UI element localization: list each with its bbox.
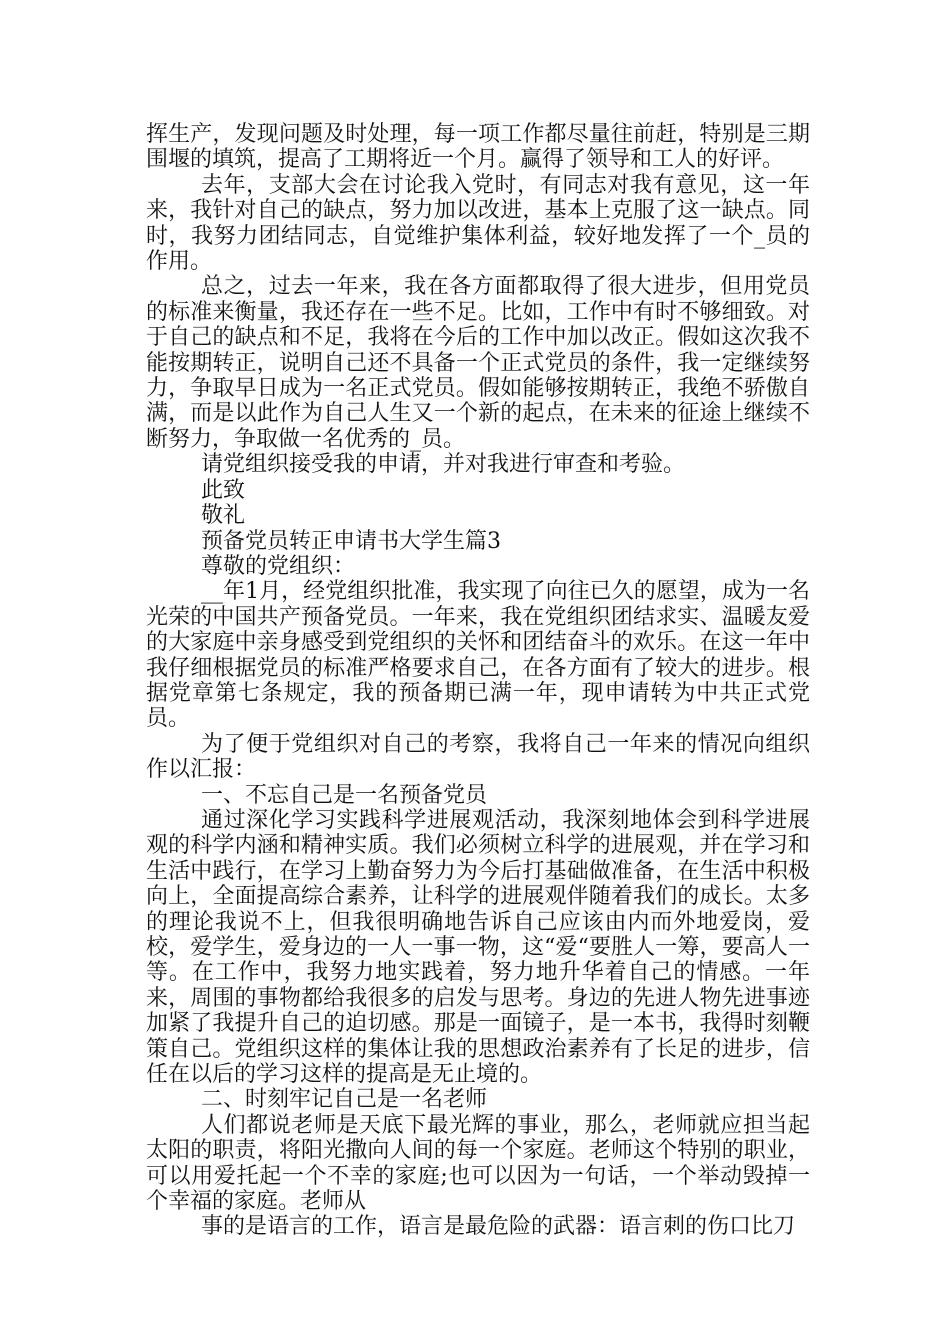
paragraph: 为了便于党组织对自己的考察，我将自己一年来的情况向组织作以汇报： [146, 731, 810, 783]
paragraph: 去年，支部大会在讨论我入党时，有同志对我有意见，这一年来，我针对自己的缺点，努力加以改进，基本上克服了这一缺点。同时，我努力团结同志，自觉维护集体利益，较好地发挥了一个_员的作用。 [146, 172, 810, 275]
salutation-line: 敬礼 [201, 503, 246, 529]
document-body [146, 122, 810, 1240]
paragraph: 请党组织接受我的申请，并对我进行审查和考验。 [201, 452, 686, 478]
subheading: 一、不忘自己是一名预备党员 [201, 782, 488, 808]
section-title: 预备党员转正申请书大学生篇3 [201, 528, 501, 554]
subheading: 二、时刻牢记自己是一名老师 [201, 1087, 488, 1113]
paragraph: 事的是语言的工作，语言是最危险的武器：语言刺的伤口比刀 [201, 1214, 796, 1240]
salutation-line: 此致 [201, 477, 246, 503]
paragraph: 挥生产，发现问题及时处理，每一项工作都尽量往前赶，特别是三期围堰的填筑，提高了工期将近一个月。赢得了领导和工人的好评。 [146, 122, 810, 173]
paragraph: 总之，过去一年来，我在各方面都取得了很大进步，但用党员的标准来衡量，我还存在一些不足。比如，工作中有时不够细致。对于自己的缺点和不足，我将在今后的工作中加以改正。假如这次我不能按期转正，说明自己还不具备一个正式党员的条件，我一定继续努力，争取早日成为一名正式党员。假如能够按期转正，我绝不骄傲自满，而是以此作为自己人生又一个新的起点，在未来的征途上继续不断努力，争取做一名优秀的_员。 [146, 274, 810, 452]
paragraph: 人们都说老师是天底下最光辉的事业，那么，老师就应担当起太阳的职责，将阳光撒向人间的每一个家庭。老师这个特别的职业，可以用爱托起一个不幸的家庭;也可以因为一句话，一个举动毁掉一个幸福的家庭。老师从 [146, 1112, 810, 1215]
paragraph: 通过深化学习实践科学进展观活动，我深刻地体会到科学进展观的科学内涵和精神实质。我们必须树立科学的进展观，并在学习和生活中践行，在学习上勤奋努力为今后打基础做准备，在生活中积极向上，全面提高综合素养，让科学的进展观伴随着我们的成长。太多的理论我说不上，但我很明确地告诉自己应该由内而外地爱岗，爱校，爱学生，爱身边的一人一事一物，这“爱“要胜人一筹，要高人一等。在工作中，我努力地实践着，努力地升华着自己的情感。一年来，周围的事物都给我很多的启发与思考。身边的先进人物先进事迹加紧了我提升自己的迫切感。那是一面镜子，是一本书，我得时刻鞭策自己。党组织这样的集体让我的思想政治素养有了长足的进步，信任在以后的学习这样的提高是无止境的。 [146, 807, 810, 1088]
greeting-line: 尊敬的党组织： [201, 553, 356, 579]
paragraph: __年1月，经党组织批准，我实现了向往已久的愿望，成为一名光荣的中国共产预备党员。一年来，我在党组织团结求实、温暖友爱的大家庭中亲身感受到党组织的关怀和团结奋斗的欢乐。在这一年中我仔细根据党员的标准严格要求自己，在各方面有了较大的进步。根据党章第七条规定，我的预备期已满一年，现申请转为中共正式党员。 [146, 579, 810, 732]
